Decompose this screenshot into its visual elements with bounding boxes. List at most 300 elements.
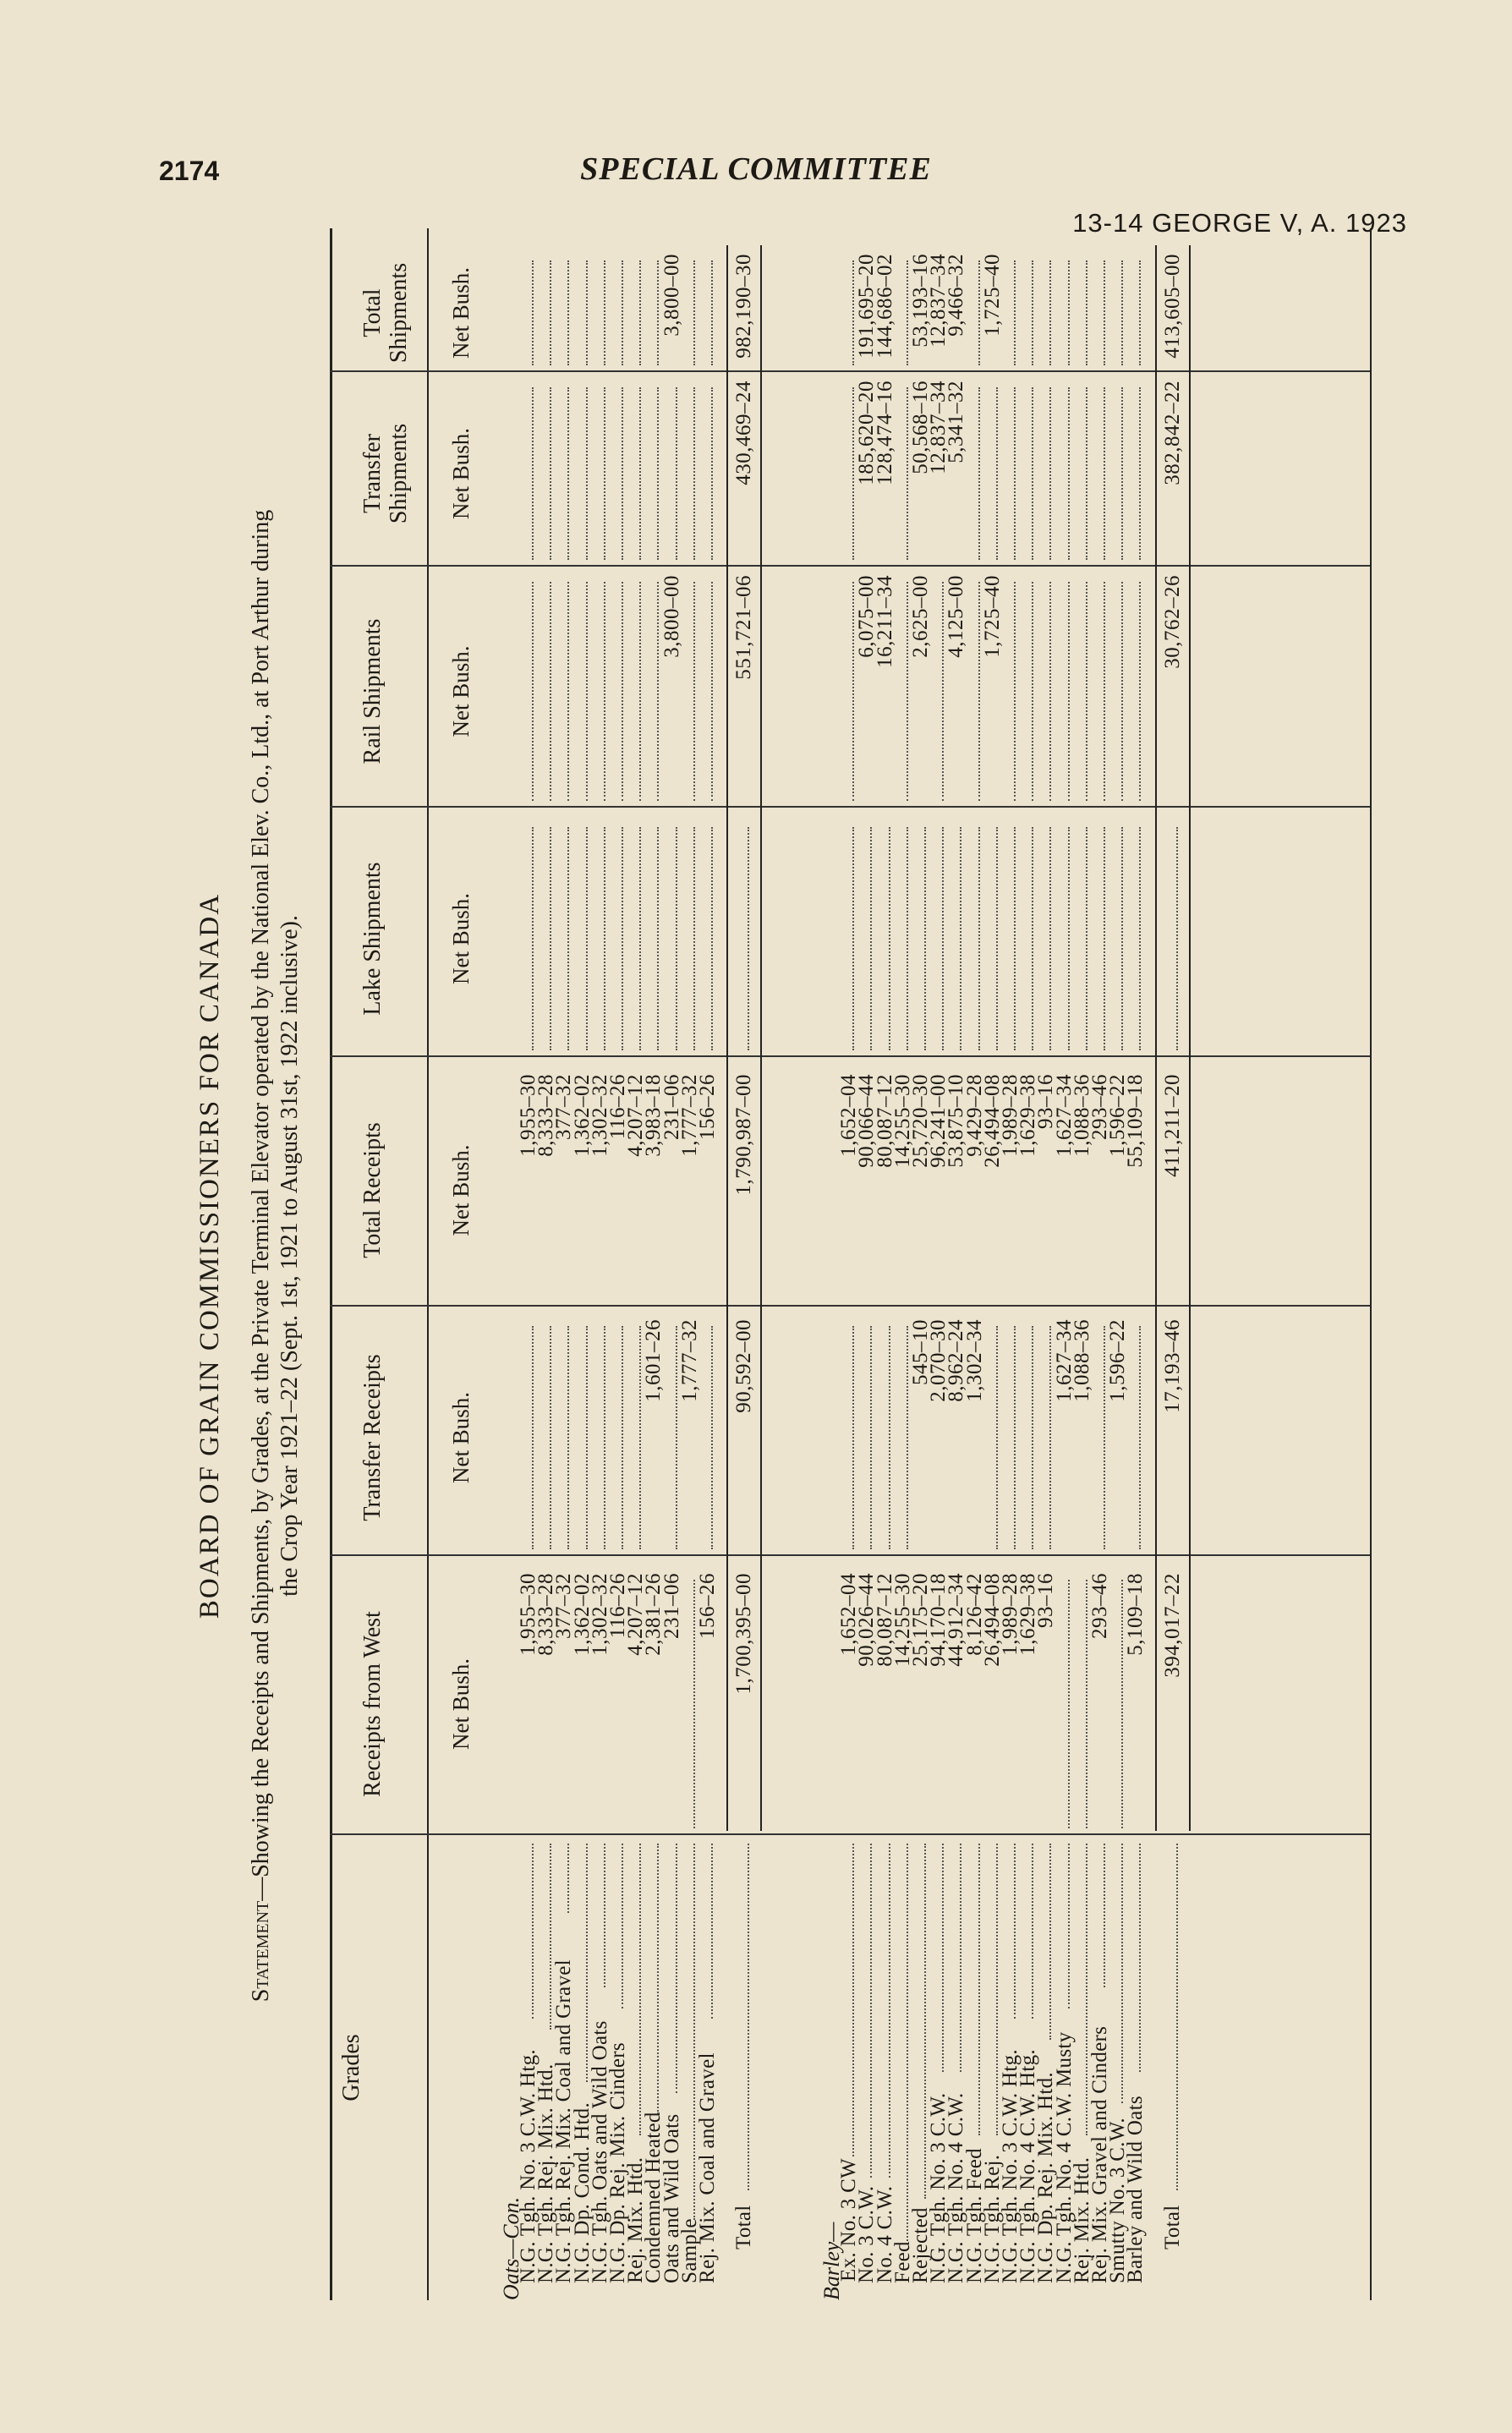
leader-dots xyxy=(1104,260,1105,365)
leader-dots xyxy=(1176,827,1178,1050)
table-cell: 377–32 xyxy=(552,1074,576,1140)
total-cell: 90,592–00 xyxy=(732,1319,756,1413)
leader-dots xyxy=(586,1326,588,1549)
leader-dots xyxy=(532,582,534,801)
table-cell: 1,596–22 xyxy=(1106,1074,1130,1157)
table-cell: 8,333–28 xyxy=(534,1573,558,1656)
column-header: Total Shipments xyxy=(359,262,412,364)
leader-dots xyxy=(852,827,854,1050)
column-rule xyxy=(330,565,1370,567)
leader-dots xyxy=(586,387,588,560)
table-cell: 3,800–00 xyxy=(660,254,683,337)
leader-dots xyxy=(907,260,908,365)
unit-label: Net Bush. xyxy=(448,1144,474,1236)
table-cell: 1,627–34 xyxy=(1052,1074,1076,1157)
leader-dots xyxy=(1121,582,1123,801)
leader-dots xyxy=(942,582,944,801)
grade-label: N.G. Tgh. Oats and Wild Oats xyxy=(588,2020,611,2283)
table-cell: 4,207–12 xyxy=(624,1074,648,1157)
grade-label: N.G. Tgh. No. 3 C.W. Htg. xyxy=(517,2049,540,2283)
leader-dots xyxy=(550,1844,551,2030)
leader-dots xyxy=(532,1326,534,1549)
leader-dots xyxy=(1086,827,1087,1050)
leader-dots xyxy=(978,582,980,801)
column-rule xyxy=(330,370,1370,372)
leader-dots xyxy=(639,260,641,365)
leader-dots xyxy=(1068,260,1070,365)
leader-dots xyxy=(693,582,695,801)
leader-dots xyxy=(693,260,695,365)
table-cell: 156–26 xyxy=(696,1074,719,1140)
table-cell: 293–46 xyxy=(1088,1573,1111,1639)
table-cell: 90,066–44 xyxy=(855,1074,879,1168)
leader-dots xyxy=(1049,387,1051,560)
grade-label: Rej. Mix. Gravel and Cinders xyxy=(1088,2025,1111,2283)
leader-dots xyxy=(907,387,908,560)
page-number: 2174 xyxy=(159,156,220,186)
leader-dots xyxy=(978,387,980,560)
column-rule xyxy=(330,1554,1370,1556)
grade-label: No. 4 C.W. xyxy=(873,2185,896,2283)
leader-dots xyxy=(586,582,588,801)
running-head: SPECIAL COMMITTEE xyxy=(580,151,932,187)
leader-dots xyxy=(639,1844,641,2135)
leader-dots xyxy=(604,1326,605,1549)
leader-dots xyxy=(1104,387,1105,560)
grade-label: N.G. Tgh. Rej. xyxy=(980,2154,1004,2283)
column-header-grades: Grades xyxy=(338,2034,364,2101)
leader-dots xyxy=(622,387,623,560)
leader-dots xyxy=(550,260,551,365)
table-cell: 1,725–40 xyxy=(980,575,1004,658)
leader-dots xyxy=(1104,1326,1105,1549)
statement-label: Statement xyxy=(248,1900,274,2003)
leader-dots xyxy=(1104,582,1105,801)
leader-dots xyxy=(870,827,872,1050)
leader-dots xyxy=(1176,1844,1178,2190)
table-cell: 1,362–02 xyxy=(570,1573,594,1656)
table-cell: 1,362–02 xyxy=(570,1074,594,1157)
grade-label: Smutty No. 3 C.W. xyxy=(1106,2118,1130,2283)
grade-label: Barley and Wild Oats xyxy=(1124,2096,1148,2283)
table-cell: 1,627–34 xyxy=(1052,1319,1076,1402)
table-cell: 2,625–00 xyxy=(909,575,932,658)
grade-label: Condemned Heated xyxy=(642,2112,666,2283)
table-cell: 4,125–00 xyxy=(945,575,968,658)
total-cell: 413,605–00 xyxy=(1160,254,1184,359)
table-cell: 1,777–32 xyxy=(677,1074,701,1157)
leader-dots xyxy=(907,1326,908,1549)
table-cell: 1,629–38 xyxy=(1016,1074,1040,1157)
leader-dots xyxy=(639,582,641,801)
leader-dots xyxy=(657,827,659,1050)
leader-dots xyxy=(604,387,605,560)
table-cell: 9,466–32 xyxy=(945,254,968,337)
leader-dots xyxy=(622,1326,623,1549)
table-cell: 1,302–34 xyxy=(962,1319,986,1402)
leader-dots xyxy=(639,827,641,1050)
leader-dots xyxy=(586,827,588,1050)
leader-dots xyxy=(1068,1844,1070,2008)
leader-dots xyxy=(978,827,980,1050)
table-cell: 94,170–18 xyxy=(927,1573,950,1667)
total-cell: 411,211–20 xyxy=(1160,1074,1184,1177)
leader-dots xyxy=(676,387,677,560)
grade-label: Rejected xyxy=(909,2207,932,2283)
leader-dots xyxy=(1086,260,1087,365)
grade-label: N.G. Tgh. No. 3 C.W. Htg. xyxy=(999,2049,1022,2283)
leader-dots xyxy=(907,582,908,801)
table-cell: 293–46 xyxy=(1088,1074,1111,1140)
table-cell: 9,429–28 xyxy=(962,1074,986,1157)
leader-dots xyxy=(852,260,854,365)
leader-dots xyxy=(567,827,569,1050)
total-cell: 17,193–46 xyxy=(1160,1319,1184,1413)
leader-dots xyxy=(1032,1844,1033,2019)
board-title: BOARD OF GRAIN COMMISSIONERS FOR CANADA xyxy=(194,892,225,1619)
table-cell: 116–26 xyxy=(606,1573,629,1639)
total-cell: 430,469–24 xyxy=(732,381,756,485)
table-cell: 1,302–32 xyxy=(588,1573,611,1656)
leader-dots xyxy=(852,1326,854,1549)
column-header: Receipts from West xyxy=(359,1611,386,1797)
leader-dots xyxy=(586,260,588,365)
unit-label: Net Bush. xyxy=(448,1392,474,1483)
table-cell: 3,800–00 xyxy=(660,575,683,658)
leader-dots xyxy=(604,582,605,801)
grade-label: N.G. Dp. Rej. Mix. Cinders xyxy=(606,2042,629,2283)
leader-dots xyxy=(1139,1844,1141,2072)
total-cell: 1,700,395–00 xyxy=(732,1573,756,1695)
leader-dots xyxy=(657,582,659,801)
table-cell: 14,255–30 xyxy=(890,1573,914,1667)
leader-dots xyxy=(532,387,534,560)
grade-label: N.G. Tgh. No. 3 C.W. xyxy=(927,2092,950,2283)
leader-dots xyxy=(532,1844,534,2019)
leader-dots xyxy=(748,827,749,1050)
leader-dots xyxy=(567,1844,569,1914)
leader-dots xyxy=(1139,827,1141,1050)
table-cell: 1,955–30 xyxy=(517,1074,540,1157)
leader-dots xyxy=(1032,827,1033,1050)
column-rule xyxy=(330,1833,1370,1835)
column-rule xyxy=(330,1305,1370,1307)
grade-label: Feed xyxy=(890,2241,914,2283)
total-cell: 382,842–22 xyxy=(1160,381,1184,485)
leader-dots xyxy=(996,1844,998,2135)
leader-dots xyxy=(889,1844,890,2178)
leader-dots xyxy=(657,260,659,365)
leader-dots xyxy=(1014,260,1016,365)
table-cell: 55,109–18 xyxy=(1124,1074,1148,1168)
leader-dots xyxy=(1032,387,1033,560)
table-cell: 96,241–00 xyxy=(927,1074,950,1168)
leader-dots xyxy=(676,827,677,1050)
leader-dots xyxy=(978,1844,980,2135)
table-cell: 16,211–34 xyxy=(873,575,896,668)
table-cell: 44,912–34 xyxy=(945,1573,968,1667)
leader-dots xyxy=(657,387,659,560)
total-cell: 30,762–26 xyxy=(1160,575,1184,669)
leader-dots xyxy=(852,1844,854,2156)
table-cell: 8,962–24 xyxy=(945,1319,968,1402)
leader-dots xyxy=(1049,1844,1051,2041)
leader-dots xyxy=(942,827,944,1050)
leader-dots xyxy=(960,827,961,1050)
rotated-statement-table xyxy=(194,195,1404,2317)
leader-dots xyxy=(567,1326,569,1549)
column-rule xyxy=(330,806,1370,808)
table-cell: 25,720–30 xyxy=(909,1074,932,1168)
leader-dots xyxy=(1049,582,1051,801)
leader-dots xyxy=(1121,827,1123,1050)
table-cell: 1,629–38 xyxy=(1016,1573,1040,1656)
leader-dots xyxy=(567,582,569,801)
leader-dots xyxy=(550,1326,551,1549)
leader-dots xyxy=(639,1326,641,1549)
table-cell: 1,302–32 xyxy=(588,1074,611,1157)
table-cell: 5,341–32 xyxy=(945,381,968,463)
leader-dots xyxy=(622,827,623,1050)
leader-dots xyxy=(622,582,623,801)
leader-dots xyxy=(711,827,713,1050)
table-cell: 80,087–12 xyxy=(873,1074,896,1168)
leader-dots xyxy=(1121,1844,1123,2104)
leader-dots xyxy=(676,1326,677,1549)
statement-text: —Showing the Receipts and Shipments, by Grades, at the Private Terminal Elevator operated by the National Elev. Co., Ltd., at Port Arthur during xyxy=(248,509,274,1901)
leader-dots xyxy=(1014,582,1016,801)
table-cell: 80,087–12 xyxy=(873,1573,896,1667)
leader-dots xyxy=(907,827,908,1050)
leader-dots xyxy=(586,1844,588,2083)
grade-label: Ex. No. 3 CW xyxy=(837,2158,861,2282)
grade-label: N.G. Tgh. Rej. Mix. Htd. xyxy=(534,2063,558,2283)
unit-label: Net Bush. xyxy=(448,893,474,984)
leader-dots xyxy=(1049,260,1051,365)
grade-label: No. 3 C.W. xyxy=(855,2185,879,2283)
total-cell: 1,790,987–00 xyxy=(732,1074,756,1196)
leader-dots xyxy=(1086,1580,1087,1828)
table-cell: 1,652–04 xyxy=(837,1074,861,1157)
leader-dots xyxy=(1068,827,1070,1050)
section-label: Barley— xyxy=(819,2222,845,2300)
column-header: Transfer Shipments xyxy=(359,423,412,524)
statement-text-2: the Crop Year 1921–22 (Sept. 1st, 1921 to August 31st, 1922 inclusive). xyxy=(277,915,303,1597)
leader-dots xyxy=(1014,1326,1016,1549)
table-cell: 90,026–44 xyxy=(855,1573,879,1667)
column-header: Lake Shipments xyxy=(359,862,386,1016)
leader-dots xyxy=(1032,1326,1033,1549)
table-cell: 1,652–04 xyxy=(837,1573,861,1656)
leader-dots xyxy=(711,1844,713,2019)
leader-dots xyxy=(996,1326,998,1549)
grade-label: Oats and Wild Oats xyxy=(660,2113,683,2283)
table-cell: 191,695–20 xyxy=(855,254,879,359)
leader-dots xyxy=(657,1844,659,2114)
table-cell: 26,494–08 xyxy=(980,1074,1004,1168)
table-cell: 14,255–30 xyxy=(890,1074,914,1168)
leader-dots xyxy=(870,1844,872,2178)
leader-dots xyxy=(960,1844,961,2072)
leader-dots xyxy=(996,387,998,560)
leader-dots xyxy=(852,387,854,560)
leader-dots xyxy=(1139,582,1141,801)
table-top-rule xyxy=(330,228,332,2300)
table-cell: 231–06 xyxy=(660,1573,683,1639)
leader-dots xyxy=(1086,387,1087,560)
leader-dots xyxy=(532,260,534,365)
table-cell: 3,983–18 xyxy=(642,1074,666,1157)
leader-dots xyxy=(604,827,605,1050)
leader-dots xyxy=(996,827,998,1050)
leader-dots xyxy=(889,827,890,1050)
table-cell: 1,725–40 xyxy=(980,254,1004,337)
statement-caption xyxy=(247,211,304,2300)
table-cell: 8,126–42 xyxy=(962,1573,986,1656)
total-cell: 982,190–30 xyxy=(732,254,756,359)
leader-dots xyxy=(550,387,551,560)
table-cell: 26,494–08 xyxy=(980,1573,1004,1667)
column-header: Total Receipts xyxy=(359,1122,386,1258)
leader-dots xyxy=(924,827,926,1050)
total-label: Total xyxy=(1160,2205,1184,2249)
leader-dots xyxy=(1139,260,1141,365)
leader-dots xyxy=(711,387,713,560)
table-cell: 8,333–28 xyxy=(534,1074,558,1157)
leader-dots xyxy=(1068,582,1070,801)
unit-label: Net Bush. xyxy=(448,267,474,359)
leader-dots xyxy=(693,1580,695,1828)
leader-dots xyxy=(1068,1580,1070,1828)
column-rule xyxy=(330,1055,1370,1057)
leader-dots xyxy=(676,1844,677,2093)
total-rule xyxy=(1155,245,1157,1831)
leader-dots xyxy=(604,1844,605,1987)
leader-dots xyxy=(1049,1326,1051,1549)
table-cell: 1,989–28 xyxy=(999,1573,1022,1656)
table-cell: 50,568–16 xyxy=(909,381,932,474)
leader-dots xyxy=(567,387,569,560)
table-cell: 93–16 xyxy=(1034,1074,1058,1129)
unit-label: Net Bush. xyxy=(448,1658,474,1750)
table-cell: 53,875–10 xyxy=(945,1074,968,1168)
grade-label: N.G. Dp. Cond. Htd. xyxy=(570,2101,594,2283)
leader-dots xyxy=(1121,387,1123,560)
leader-dots xyxy=(870,1326,872,1549)
total-cell: 394,017–22 xyxy=(1160,1573,1184,1678)
leader-dots xyxy=(711,1326,713,1549)
table-cell: 12,837–34 xyxy=(927,381,950,474)
table-cell: 6,075–00 xyxy=(855,575,879,658)
table-cell: 1,955–30 xyxy=(517,1573,540,1656)
table-cell: 25,175–20 xyxy=(909,1573,932,1667)
table-cell: 116–26 xyxy=(606,1074,629,1140)
table-cell: 4,207–12 xyxy=(624,1573,648,1656)
leader-dots xyxy=(1121,1580,1123,1828)
table-cell: 53,193–16 xyxy=(909,254,932,348)
grade-label: Rej. Mix. Htd. xyxy=(1070,2156,1093,2283)
table-cell: 5,109–18 xyxy=(1124,1573,1148,1656)
grade-label: N.G. Tgh. No. 4 C.W. Htg. xyxy=(1016,2049,1040,2283)
table-cell: 156–26 xyxy=(696,1573,719,1639)
grade-label: Sample xyxy=(677,2218,701,2283)
header-bottom-rule xyxy=(427,228,429,2300)
leader-dots xyxy=(1104,1844,1105,1987)
table-bottom-rule xyxy=(1370,228,1372,2300)
leader-dots xyxy=(1086,582,1087,801)
total-cell: 551,721–06 xyxy=(732,575,756,680)
leader-dots xyxy=(1086,1844,1087,2135)
table-cell: 1,777–32 xyxy=(677,1319,701,1402)
grade-label: N.G. Tgh. Rej. Mix. Coal and Gravel xyxy=(552,1959,576,2283)
session-heading: 13-14 GEORGE V, A. 1923 xyxy=(1072,208,1407,238)
leader-dots xyxy=(711,582,713,801)
table-cell: 1,088–36 xyxy=(1070,1319,1093,1402)
leader-dots xyxy=(1032,582,1033,801)
grade-label: N.G. Dp. Rej. Mix. Htd. xyxy=(1034,2072,1058,2283)
table-cell: 377–32 xyxy=(552,1573,576,1639)
section-label: Oats—Con. xyxy=(499,2196,523,2300)
grade-label: N.G. Tgh. No. 4 C.W. Musty xyxy=(1052,2031,1076,2283)
leader-dots xyxy=(1032,260,1033,365)
grade-label: N.G. Tgh. No. 4 C.W. xyxy=(945,2092,968,2283)
total-rule xyxy=(1189,245,1191,1831)
total-rule xyxy=(726,245,728,1831)
total-rule xyxy=(760,245,762,1831)
leader-dots xyxy=(1139,387,1141,560)
table-cell: 144,686–02 xyxy=(873,254,896,359)
leader-dots xyxy=(550,827,551,1050)
column-header: Transfer Receipts xyxy=(359,1354,386,1521)
unit-label: Net Bush. xyxy=(448,645,474,737)
leader-dots xyxy=(978,260,980,365)
leader-dots xyxy=(924,1844,926,2199)
leader-dots xyxy=(1104,827,1105,1050)
table-cell: 1,088–36 xyxy=(1070,1074,1093,1157)
grade-label: Rej. Mix. Coal and Gravel xyxy=(696,2052,719,2283)
leader-dots xyxy=(567,260,569,365)
leader-dots xyxy=(852,582,854,801)
table-cell: 12,837–34 xyxy=(927,254,950,348)
table-cell: 231–06 xyxy=(660,1074,683,1140)
column-header: Rail Shipments xyxy=(359,618,386,764)
leader-dots xyxy=(639,387,641,560)
leader-dots xyxy=(693,387,695,560)
table-cell: 1,596–22 xyxy=(1106,1319,1130,1402)
table-cell: 545–10 xyxy=(909,1319,932,1385)
table-cell: 93–16 xyxy=(1034,1573,1058,1628)
leader-dots xyxy=(1049,827,1051,1050)
leader-dots xyxy=(622,1844,623,2008)
table-cell: 1,601–26 xyxy=(642,1319,666,1402)
leader-dots xyxy=(693,1844,695,2220)
unit-label: Net Bush. xyxy=(448,428,474,519)
leader-dots xyxy=(711,260,713,365)
leader-dots xyxy=(1014,387,1016,560)
leader-dots xyxy=(550,582,551,801)
leader-dots xyxy=(748,1844,749,2190)
leader-dots xyxy=(1139,1326,1141,1549)
leader-dots xyxy=(532,827,534,1050)
leader-dots xyxy=(889,1326,890,1549)
leader-dots xyxy=(693,827,695,1050)
leader-dots xyxy=(622,260,623,365)
leader-dots xyxy=(1014,827,1016,1050)
table-cell: 2,070–30 xyxy=(927,1319,950,1402)
leader-dots xyxy=(1014,1844,1016,2019)
grade-label: N.G. Tgh. Feed xyxy=(962,2148,986,2283)
grade-label: Rej. Mix. Htd. xyxy=(624,2156,648,2283)
